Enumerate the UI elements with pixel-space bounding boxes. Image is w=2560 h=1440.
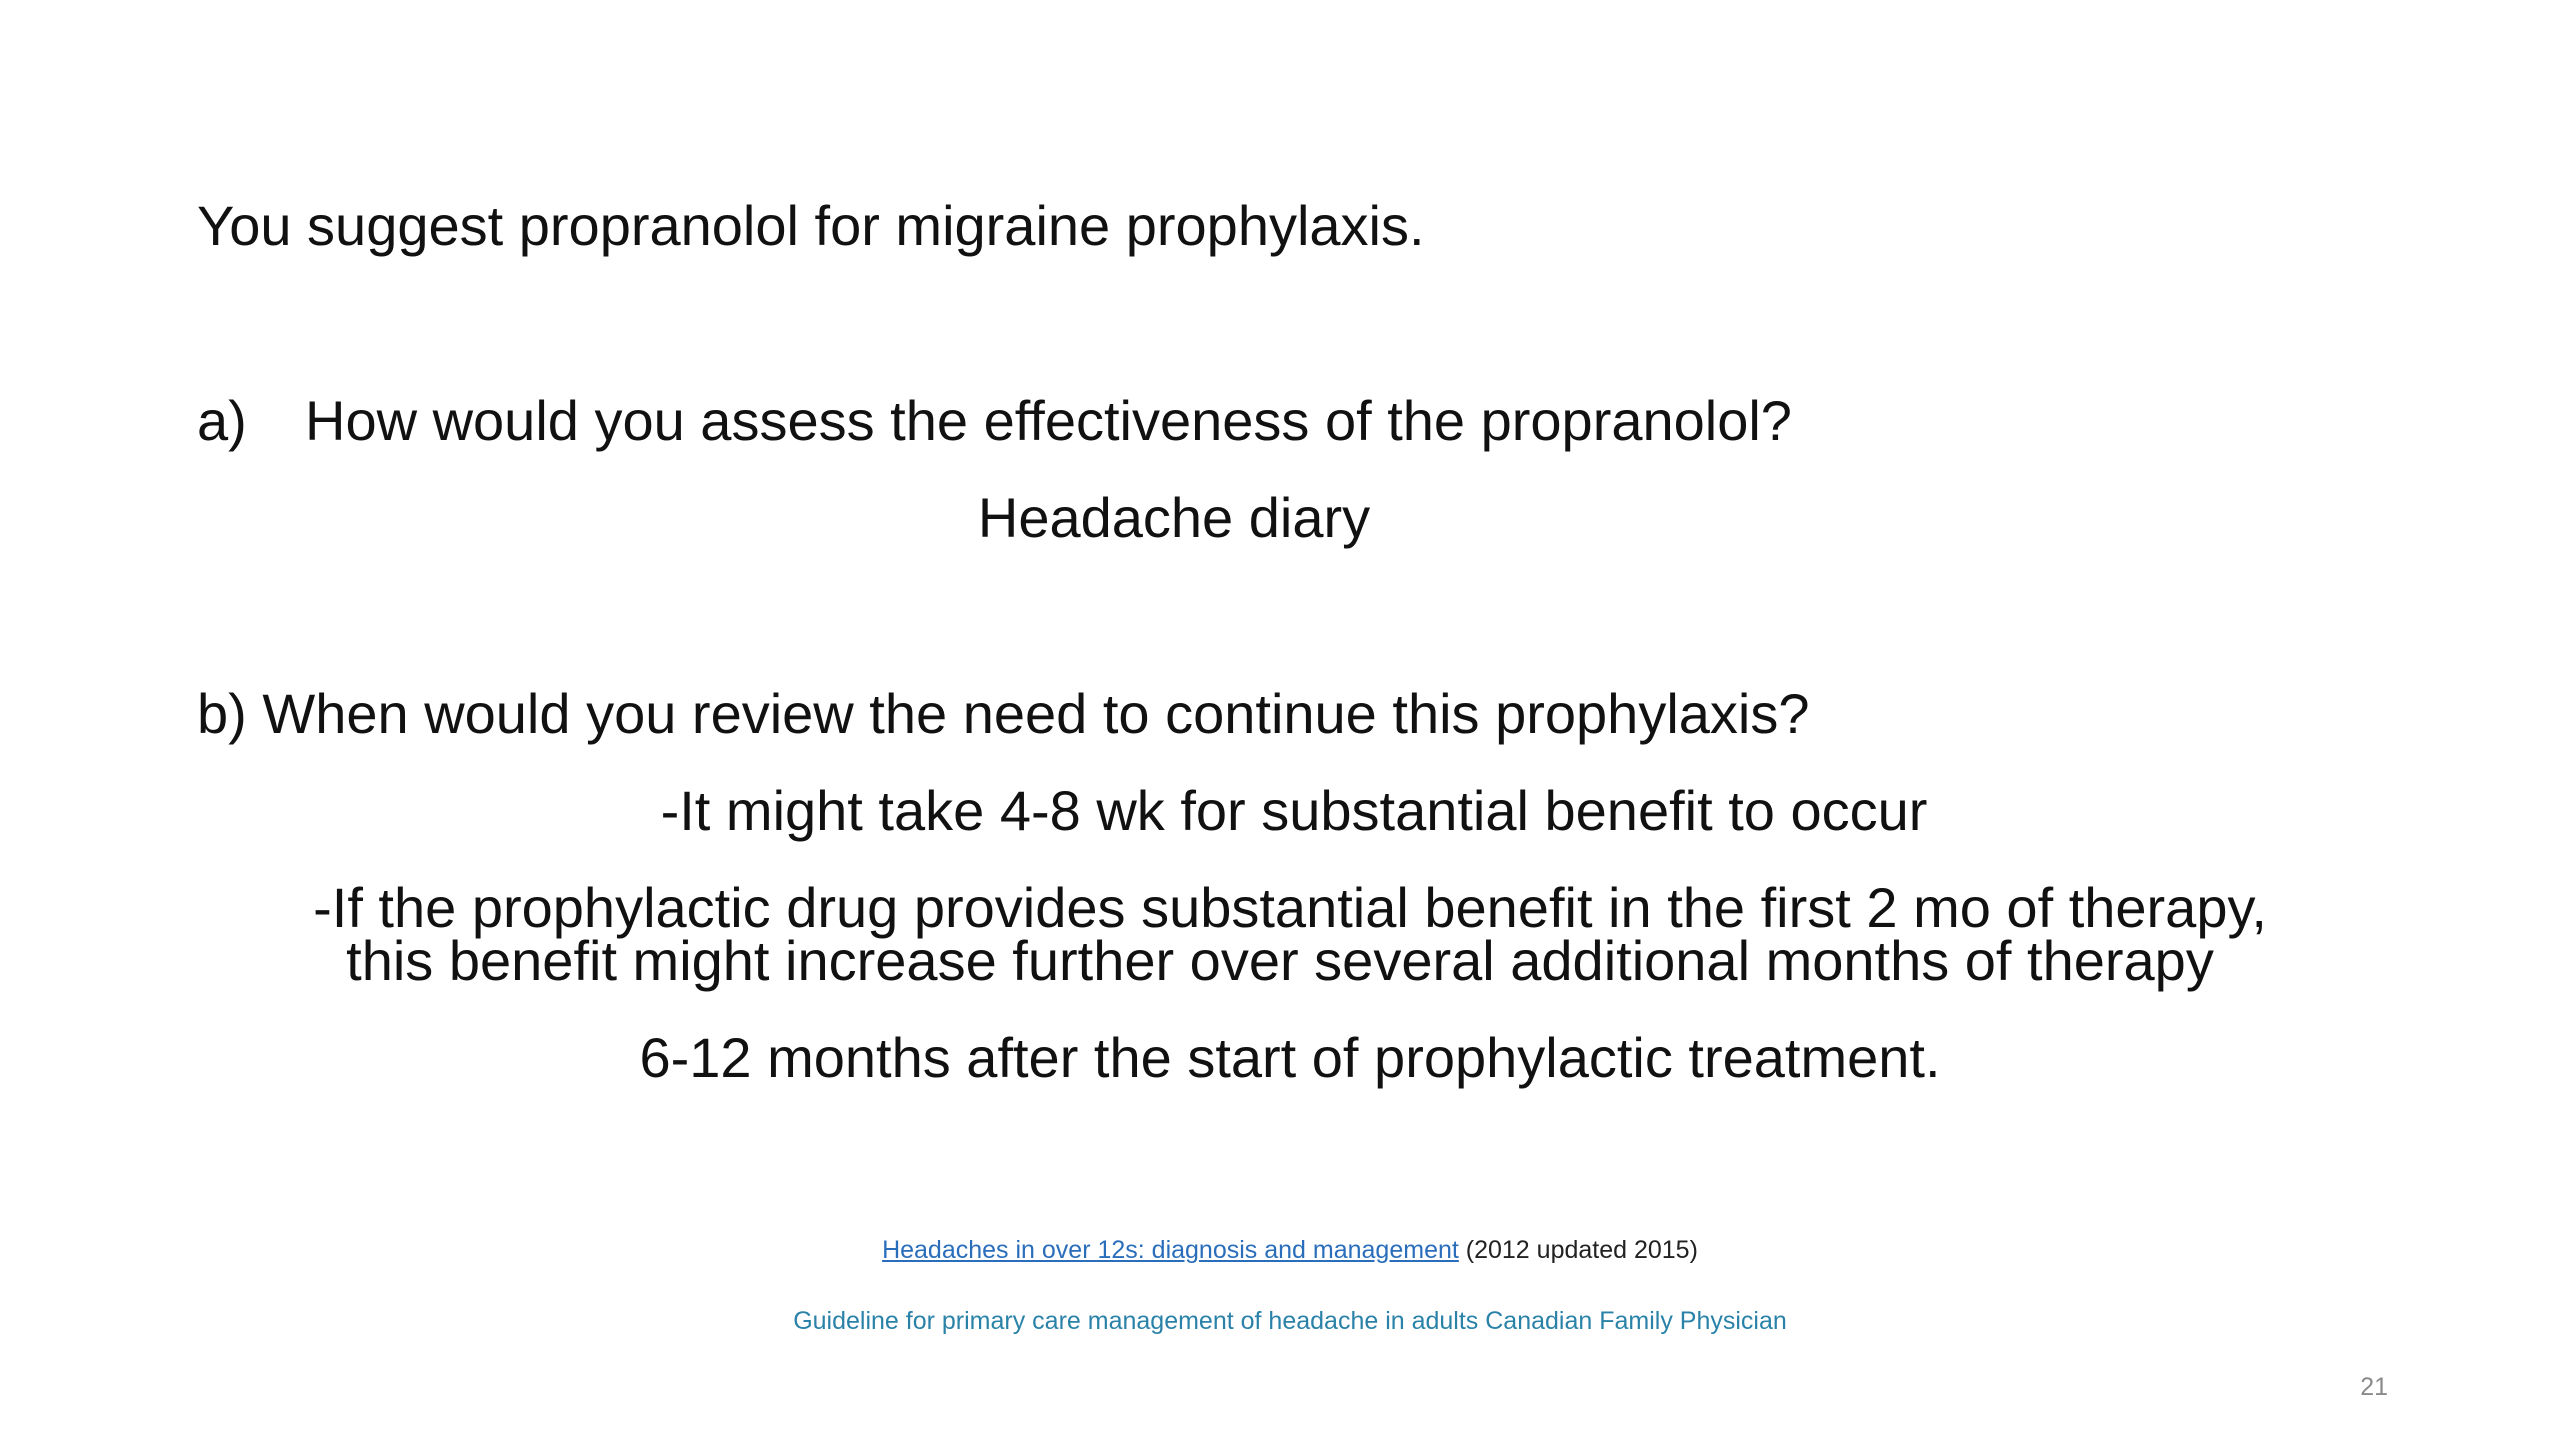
question-a: [197, 389, 1792, 452]
page-number: 21: [2360, 1373, 2388, 1401]
intro-statement: You suggest propranolol for migraine prophylaxis.: [197, 194, 1425, 257]
answer-b-line-3: this benefit might increase further over several additional months of therapy: [346, 929, 2214, 992]
answer-b-conclusion: 6-12 months after the start of prophylactic treatment.: [639, 1026, 1941, 1089]
answer-b-line-2: -If the prophylactic drug provides substantial benefit in the first 2 mo of therapy,: [313, 876, 2267, 939]
question-a-label: a): [197, 389, 247, 452]
reference-2[interactable]: Guideline for primary care management of headache in adults Canadian Family Physician: [793, 1307, 1787, 1335]
answer-b-line-1: -It might take 4-8 wk for substantial benefit to occur: [660, 779, 1928, 842]
reference-1-link[interactable]: Headaches in over 12s: diagnosis and management: [882, 1236, 1459, 1264]
question-b: b) When would you review the need to continue this prophylaxis?: [197, 682, 1810, 745]
question-a-text: How would you assess the effectiveness of the propranolol?: [305, 389, 1792, 452]
answer-a: Headache diary: [977, 486, 1371, 549]
reference-1-note: (2012 updated 2015): [1458, 1236, 1698, 1264]
reference-1: [0, 1238, 2560, 1263]
